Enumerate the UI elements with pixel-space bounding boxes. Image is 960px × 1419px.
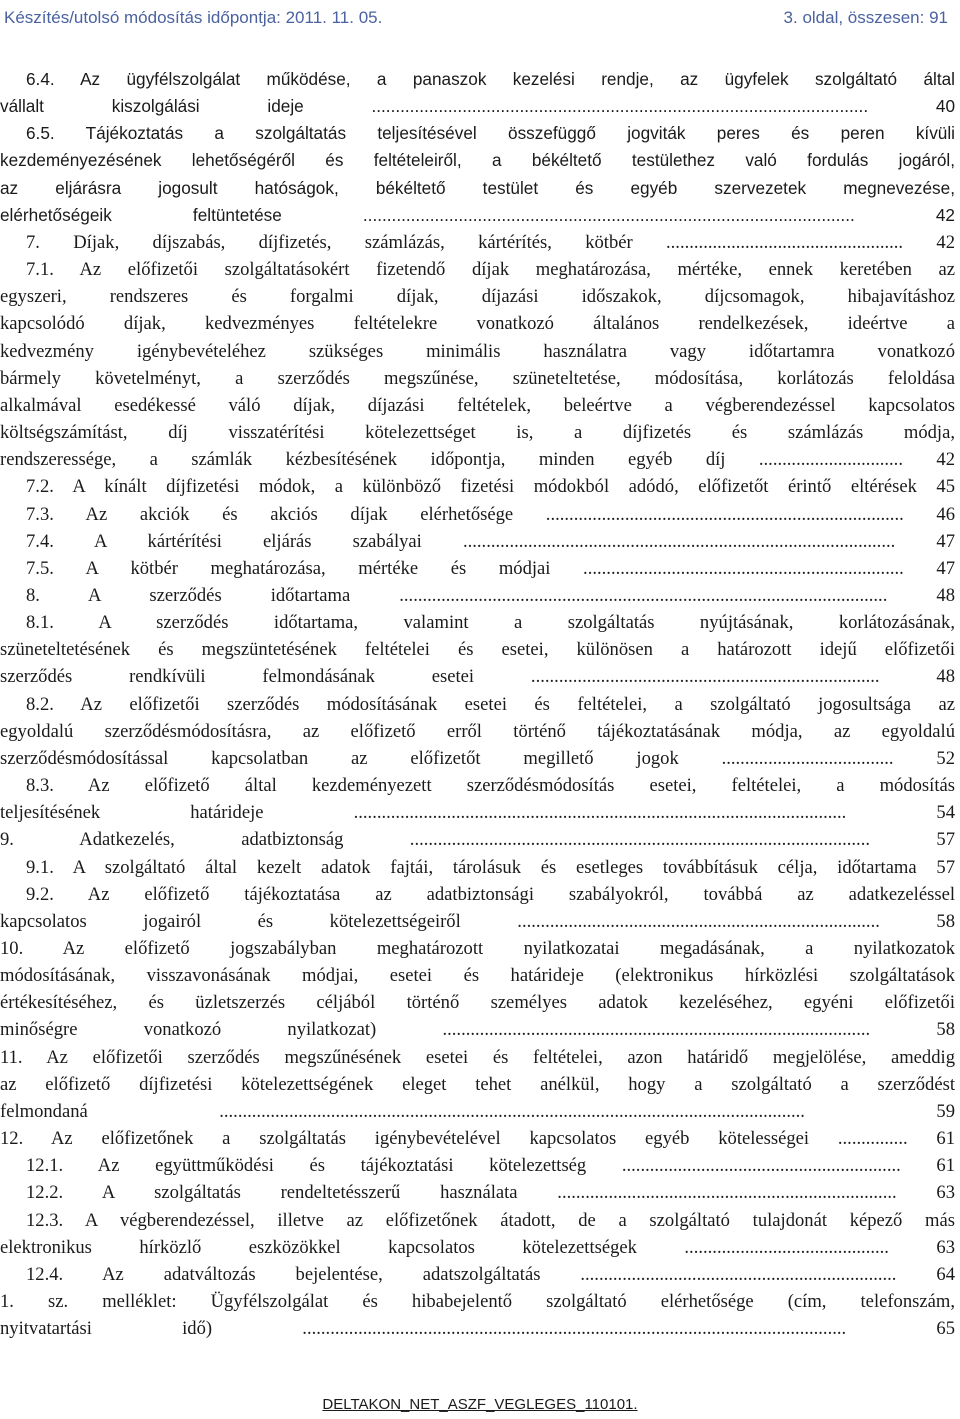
toc-entry[interactable]: [0, 582, 960, 609]
toc-entry-line: 7.1. Az előfizetői szolgáltatásokért fizetendő díjak meghatározása, mértéke, ennek keretében az: [26, 259, 955, 281]
toc-entry[interactable]: [0, 473, 960, 500]
toc-entry[interactable]: [0, 528, 960, 555]
toc-entry[interactable]: [0, 120, 960, 229]
toc-entry-line: 7.2. A kínált díjfizetési módok, a különböző fizetési módokból adódó, előfizetőt érintő eltérések 45: [26, 476, 955, 498]
toc-entry-line: kezdeményezésének lehetőségéről és feltételeiről, a békéltető testülethez való fordulás jogáról,: [0, 150, 955, 171]
toc-entry-line: 11. Az előfizetői szerződés megszűnésének esetei és feltételei, azon határidő megjelölése, ameddig: [0, 1046, 955, 1068]
toc-entry-line: 12.1. Az együttműködési és tájékoztatási kötelezettség ............................................................ 61: [26, 1155, 955, 1177]
toc-entry-line: 7.5. A kötbér meghatározása, mértéke és módjai ..................................................................... 47: [26, 557, 955, 579]
toc-entry-line: kapcsolatos jogairól és kötelezettségeiről .............................................................................. 58: [0, 910, 955, 932]
toc-entry-line: 1. sz. melléklet: Ügyfélszolgálat és hibabejelentő szolgáltató elérhetősége (cím, telefonszám,: [0, 1291, 955, 1313]
toc-entry-line: szerződésmódosítással kapcsolatban az előfizetőt megillető jogok ..................................... 52: [0, 747, 955, 769]
toc-entry[interactable]: [0, 609, 960, 690]
toc-entry[interactable]: [0, 1207, 960, 1261]
toc-entry[interactable]: [0, 772, 960, 826]
toc-entry-line: 7.3. Az akciók és akciós díjak elérhetősége ............................................................................. 46: [26, 503, 955, 525]
toc-entry-line: egyszeri, rendszeres és forgalmi díjak, díjazási időszakok, díjcsomagok, hibajavításhoz: [0, 286, 955, 308]
toc-entry-line: költségszámítást, díj visszatérítési kötelezettséget is, a díjfizetés és számlázás módja,: [0, 422, 955, 444]
toc-entry[interactable]: [0, 1288, 960, 1342]
toc-entry[interactable]: [0, 935, 960, 1044]
toc-entry-line: 9. Adatkezelés, adatbiztonság ................................................................................................... 57: [0, 829, 955, 851]
toc-entry[interactable]: [0, 256, 960, 473]
toc-entry[interactable]: [0, 1125, 960, 1152]
toc-entry-line: 9.2. Az előfizető tájékoztatása az adatbiztonsági szabályokról, továbbá az adatkezeléssel: [26, 883, 955, 905]
toc-entry[interactable]: [0, 1261, 960, 1288]
toc-entry-line: 10. Az előfizető jogszabályban meghatározott nyilatkozatai megadásának, a nyilatkozatok: [0, 938, 955, 959]
toc-entry-line: 12.4. Az adatváltozás bejelentése, adatszolgáltatás .................................................................... 64: [26, 1263, 955, 1285]
toc-entry-line: 6.4. Az ügyfélszolgálat működése, a panaszok kezelési rendje, az ügyfelek szolgáltató által: [26, 69, 955, 89]
toc-entry[interactable]: [0, 691, 960, 772]
toc-entry-line: rendszeressége, a számlák kézbesítésének időpontja, minden egyéb díj ............................... 42: [0, 449, 955, 471]
toc-entry[interactable]: [0, 501, 960, 528]
toc-entry-line: 12.2. A szolgáltatás rendeltetésszerű használata ......................................................................... 63: [26, 1182, 955, 1204]
toc-entry[interactable]: [0, 66, 960, 120]
table-of-contents: [0, 66, 960, 1342]
toc-entry-line: 8.2. Az előfizetői szerződés módosításának esetei és feltételei, a szolgáltató jogosultsága az: [26, 693, 955, 715]
toc-entry-line: 9.1. A szolgáltató által kezelt adatok fajtái, tárolásuk és esetleges továbbításuk célja, időtartama 57: [26, 856, 955, 878]
toc-entry-line: vállalt kiszolgálási ideje ........................................................................................................ 40: [0, 96, 955, 117]
toc-entry-line: elektronikus hírközlő eszközökkel kapcsolatos kötelezettségek ............................................ 63: [0, 1236, 955, 1258]
toc-entry-line: értékesítéséhez, és üzletszerzés céljából történő személyes adatok kezeléséhez, egyéni előfizetői: [0, 992, 955, 1014]
toc-entry-line: 7.4. A kártérítési eljárás szabályai ............................................................................................. 47: [26, 530, 955, 552]
toc-entry-line: kapcsolódó díjak, kedvezményes feltételekre vonatkozó általános rendelkezések, ideértve a: [0, 313, 955, 335]
toc-entry-line: kedvezmény igénybevételéhez szükséges minimális használatra vagy időtartamra vonatkozó: [0, 340, 955, 362]
toc-entry[interactable]: [0, 854, 960, 881]
toc-entry[interactable]: [0, 229, 960, 256]
toc-entry-line: minőségre vonatkozó nyilatkozat) ............................................................................................ 58: [0, 1019, 955, 1041]
toc-entry-line: 8.1. A szerződés időtartama, valamint a szolgáltatás nyújtásának, korlátozásának,: [26, 612, 955, 634]
toc-entry[interactable]: [0, 881, 960, 935]
toc-entry-line: elérhetőségeik feltüntetése ....................................................................................................... 42: [0, 204, 955, 225]
toc-entry-line: szerződés rendkívüli felmondásának esetei ........................................................................... 48: [0, 666, 955, 688]
toc-entry-line: 7. Díjak, díjszabás, díjfizetés, számlázás, kártérítés, kötbér ................................................... 42: [26, 231, 955, 253]
toc-entry-line: az eljárásra jogosult hatóságok, békéltető testület és egyéb szervezetek megnevezése,: [0, 177, 955, 198]
toc-entry[interactable]: [0, 1152, 960, 1179]
toc-entry-line: az előfizető díjfizetési kötelezettségének eleget tehet anélkül, hogy a szolgáltató a szerződést: [0, 1073, 955, 1095]
toc-entry-line: felmondaná .............................................................................................................................. 59: [0, 1100, 955, 1122]
toc-entry-line: 12.3. A végberendezéssel, illetve az előfizetőnek átadott, de a szolgáltató tulajdonát képező más: [26, 1209, 955, 1231]
toc-entry-line: 8. A szerződés időtartama ......................................................................................................... 48: [26, 584, 955, 606]
toc-entry-line: szüneteltetésének és megszüntetésének feltételei és esetei, különösen a határozott idejű előfizetői: [0, 639, 955, 661]
toc-entry-line: bármely követelményt, a szerződés megszűnése, szüneteltetése, módosítása, korlátozás feloldása: [0, 367, 955, 389]
toc-entry-line: alkalmával esedékessé váló díjak, díjazási feltételek, beleértve a végberendezéssel kapcsolatos: [0, 394, 955, 416]
toc-entry-line: módosításának, visszavonásának módjai, esetei és határideje (elektronikus hírközlési szolgáltatások: [0, 965, 955, 987]
toc-entry-line: teljesítésének határideje .......................................................................................................... 54: [0, 802, 955, 824]
page-header: [0, 0, 960, 40]
toc-entry[interactable]: [0, 1044, 960, 1125]
toc-entry-line: 6.5. Tájékoztatás a szolgáltatás teljesítésével összefüggő jogviták peres és peren kívüli: [26, 123, 955, 144]
toc-entry[interactable]: [0, 1179, 960, 1206]
toc-entry-line: egyoldalú szerződésmódosításra, az előfizető erről történő tájékoztatásának módja, az egyoldalú: [0, 720, 955, 742]
toc-entry[interactable]: [0, 555, 960, 582]
header-modified-date: Készítés/utolsó módosítás időpontja: 2011. 11. 05.: [4, 8, 383, 27]
header-page-count: 3. oldal, összesen: 91: [783, 8, 948, 27]
toc-entry-line: nyitvatartási idő) ..................................................................................................................... 65: [0, 1318, 955, 1340]
page-footer: DELTAKON_NET_ASZF_VEGLEGES_110101.: [322, 1396, 638, 1413]
toc-entry[interactable]: [0, 826, 960, 853]
toc-entry-line: 8.3. Az előfizető által kezdeményezett szerződésmódosítás esetei, feltételei, a módosítás: [26, 775, 955, 797]
toc-entry-line: 12. Az előfizetőnek a szolgáltatás igénybevételével kapcsolatos egyéb kötelességei ............... 61: [0, 1128, 955, 1150]
